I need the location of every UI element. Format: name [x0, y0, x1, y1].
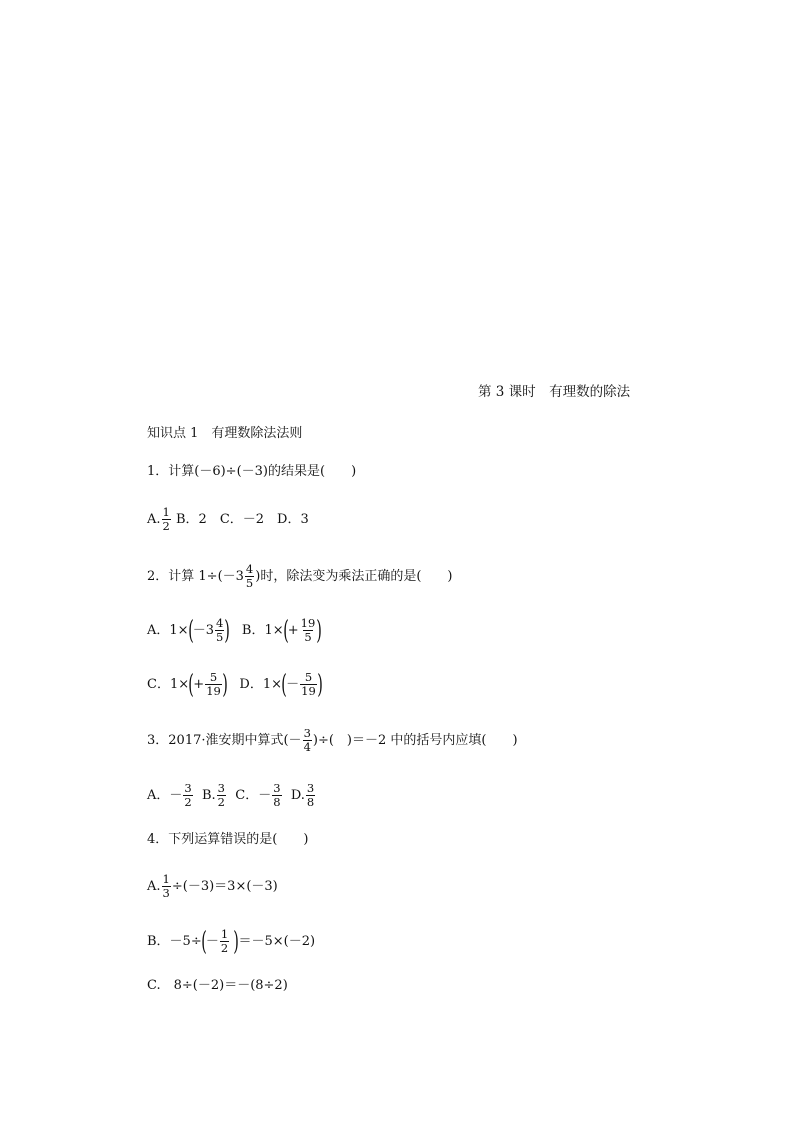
option-a: A．－ $\frac{3}{2}$	[147, 781, 192, 809]
question-2-options-ab	[147, 617, 321, 644]
lesson-title: 第 3 课时 有理数的除法	[478, 384, 631, 400]
section-heading: 知识点 1 有理数除法法则	[147, 426, 303, 441]
options-b-c-d: B．2 C．－2 D．3	[176, 512, 309, 527]
option-d: D. $\frac{3}{8}$	[290, 781, 315, 809]
option-b: B．1×(+ $\frac{19}{5}$ )	[241, 615, 323, 646]
stem-fraction: $\frac{4}{5}$	[245, 562, 254, 590]
option-c: C．1×(+ $\frac{5}{19}$ )	[147, 669, 228, 700]
question-3-options	[147, 782, 316, 809]
option-a-fraction: $\frac{1}{2}$	[162, 505, 170, 533]
option-b: B. $\frac{3}{2}$	[201, 781, 225, 809]
option-a: A．1×(－3 $\frac{4}{5}$ )	[147, 615, 231, 646]
question-1-stem: 1．计算(－6)÷(－3)的结果是( )	[147, 464, 357, 479]
question-4-option-b: B．－5÷(－ $\frac{1}{2}$ )＝－5×(－2)	[147, 926, 316, 957]
option-c: C．－ $\frac{3}{8}$	[235, 781, 281, 809]
question-4-option-c: C. 8÷(－2)＝－(8÷2)	[147, 978, 288, 993]
question-1-options	[147, 506, 309, 533]
stem-fraction: $\frac{3}{4}$	[303, 726, 311, 754]
option-d: D．1×(－ $\frac{5}{19}$ )	[239, 669, 323, 700]
question-3-stem: 3．2017·淮安期中算式(－ $\frac{3}{4}$ )÷( )＝－2 中的括号内应填( )	[147, 726, 518, 754]
option-a-label: A.	[147, 512, 161, 527]
question-4-option-a: A. $\frac{1}{3}$ ÷(－3)＝3×(－3)	[147, 872, 278, 900]
question-2-options-cd	[147, 671, 322, 698]
question-4-stem: 4．下列运算错误的是( )	[147, 832, 309, 847]
question-2-stem: 2．计算 1÷(－3 $\frac{4}{5}$ )时，除法变为乘法正确的是( )	[147, 562, 453, 590]
